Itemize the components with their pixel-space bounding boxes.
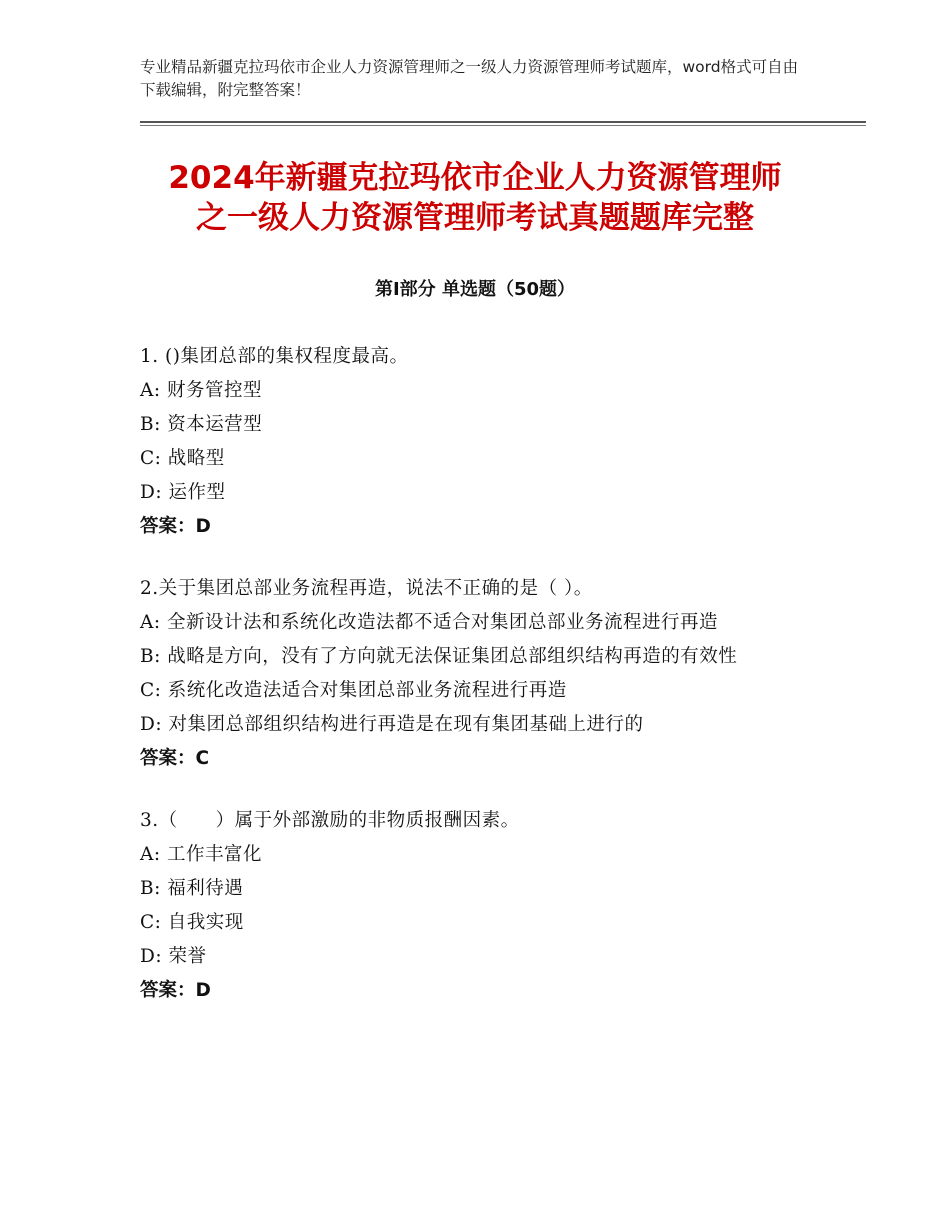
- section-heading: 第Ⅰ部分 单选题（50题）: [374, 279, 575, 300]
- question-2: [140, 572, 810, 776]
- answer: 答案：D: [140, 980, 211, 1001]
- option-b: B: 福利待遇: [140, 878, 244, 899]
- option-b: B: 战略是方向，没有了方向就无法保证集团总部组织结构再造的有效性: [140, 646, 738, 667]
- header-rule-thin: [140, 125, 866, 126]
- header-rule: [140, 121, 866, 123]
- question-stem: 2.关于集团总部业务流程再造，说法不正确的是（ ）。: [140, 578, 593, 599]
- option-a: A: 全新设计法和系统化改造法都不适合对集团总部业务流程进行再造: [140, 612, 718, 633]
- option-d: D: 对集团总部组织结构进行再造是在现有集团基础上进行的: [140, 714, 644, 735]
- question-stem: 1. ()集团总部的集权程度最高。: [140, 346, 409, 367]
- option-b: B: 资本运营型: [140, 414, 263, 435]
- option-d: D: 运作型: [140, 482, 226, 503]
- option-d: D: 荣誉: [140, 946, 207, 967]
- title-line-1: 2024年新疆克拉玛依市企业人力资源管理师: [168, 160, 782, 196]
- option-a: A: 财务管控型: [140, 380, 262, 401]
- option-a: A: 工作丰富化: [140, 844, 262, 865]
- question-3: [140, 804, 810, 1008]
- question-1: [140, 340, 810, 544]
- document-title: [80, 158, 870, 238]
- option-c: C: 系统化改造法适合对集团总部业务流程进行再造: [140, 680, 567, 701]
- option-c: C: 自我实现: [140, 912, 244, 933]
- question-stem: 3.（ ）属于外部激励的非物质报酬因素。: [140, 810, 520, 831]
- title-line-2: 之一级人力资源管理师考试真题题库完整: [196, 200, 754, 236]
- answer: 答案：D: [140, 516, 211, 537]
- document-header-note: 专业精品新疆克拉玛依市企业人力资源管理师之一级人力资源管理师考试题库，word格式可自由下载编辑，附完整答案！: [140, 58, 799, 99]
- answer: 答案：C: [140, 748, 210, 769]
- option-c: C: 战略型: [140, 448, 225, 469]
- question-list: [140, 340, 810, 1036]
